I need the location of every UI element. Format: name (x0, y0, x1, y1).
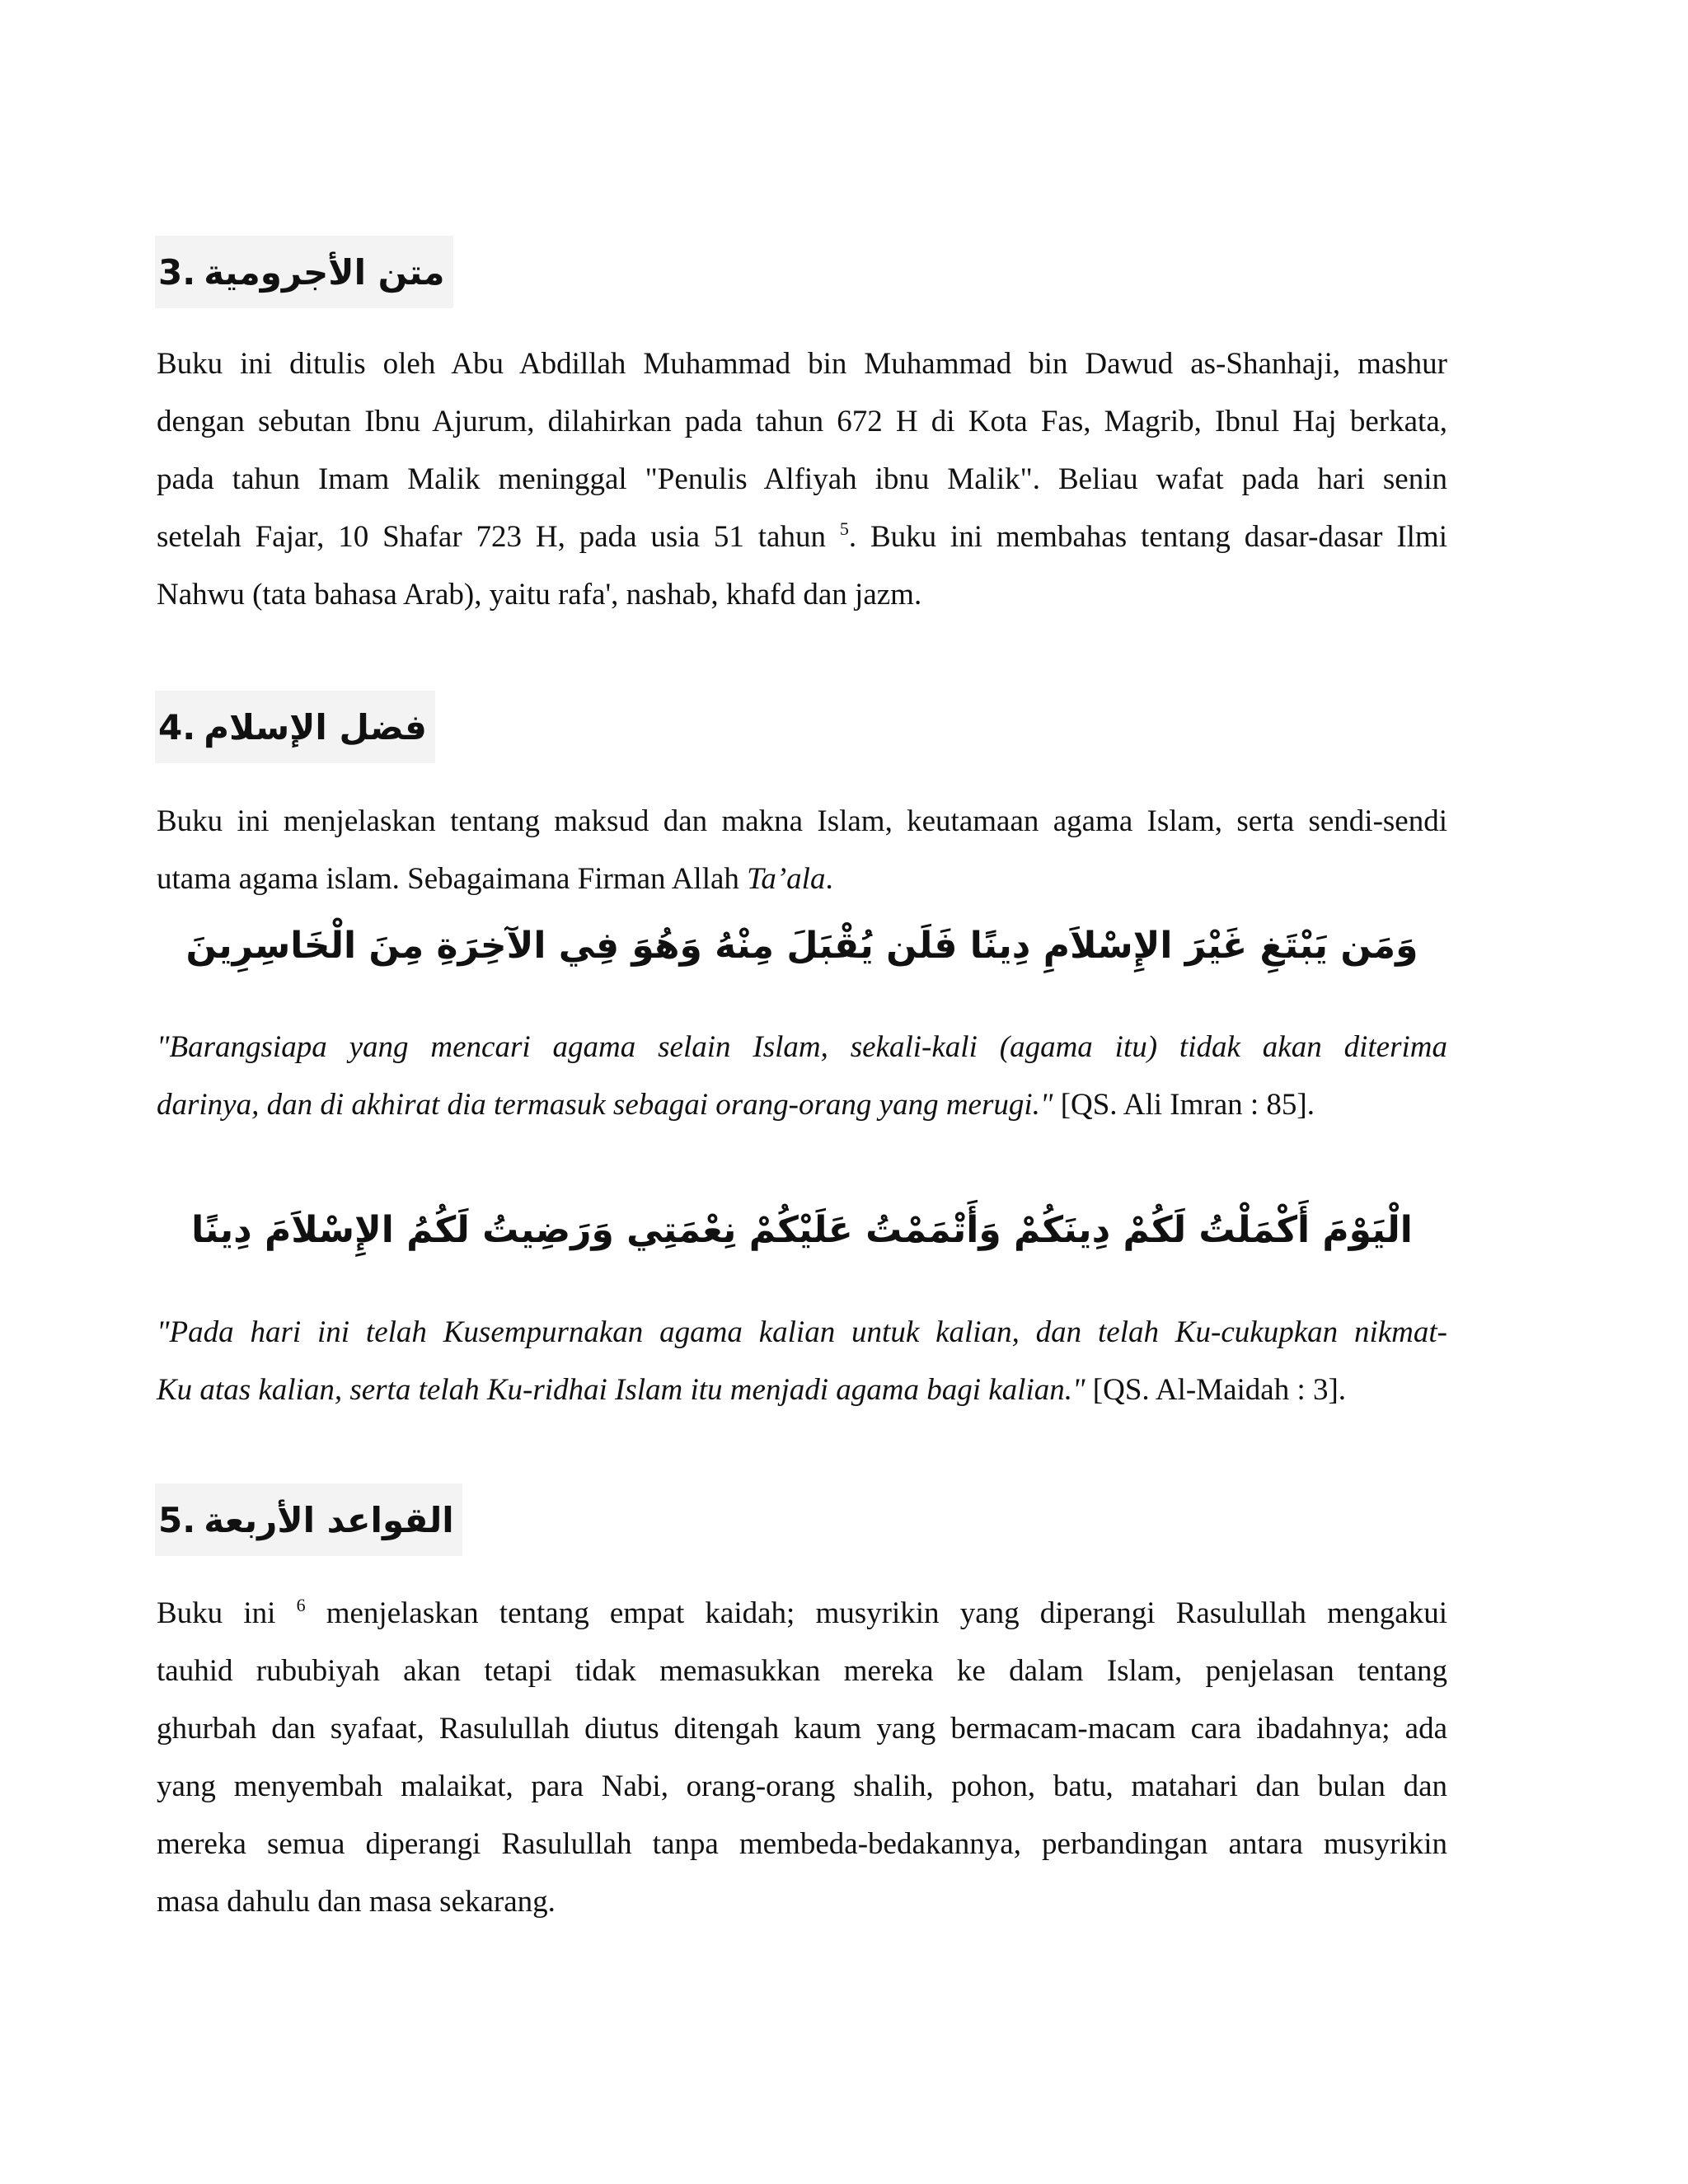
section-3-paragraph (157, 335, 1447, 624)
translation-line: "Barangsiapa yang mencari agama selain Islam, sekali-kali (agama itu) tidak akan diterima (157, 1030, 1447, 1064)
paragraph-line (157, 1585, 1447, 1643)
translation-text: darinya, dan di akhirat dia termasuk sebagai orang-orang yang merugi." (157, 1088, 1053, 1122)
paragraph-line: pada tahun Imam Malik meninggal "Penulis Alfiyah ibnu Malik". Beliau wafat pada hari senin (157, 462, 1447, 496)
section-heading-5 (155, 1483, 462, 1556)
paragraph-line: mereka semua diperangi Rasulullah tanpa membeda-bedakannya, perbandingan antara musyrikin (157, 1827, 1447, 1861)
paragraph-text: . (825, 862, 833, 896)
paragraph-line: masa dahulu dan masa sekarang. (157, 1885, 556, 1919)
section-heading-4 (155, 691, 435, 763)
section-4-intro (157, 793, 1447, 908)
translation-line (157, 1076, 1447, 1134)
paragraph-text: menjelaskan tentang empat kaidah; musyrikin yang diperangi Rasulullah mengakui (305, 1596, 1447, 1630)
section-title-arabic: متن الأجرومية (204, 251, 445, 293)
translation-1 (157, 1019, 1447, 1134)
paragraph-line: tauhid rububiyah akan tetapi tidak memasukkan mereka ke dalam Islam, penjelasan tentang (157, 1654, 1447, 1688)
section-heading-3 (155, 236, 453, 308)
italic-term: Ta’ala (747, 862, 826, 896)
quran-verse-1: وَمَن يَبْتَغِ غَيْرَ الإِسْلاَمِ دِينًا فَلَن يُقْبَلَ مِنْهُ وَهُوَ فِي الآخِرَةِ مِنَ الْخَاسِرِينَ (185, 925, 1418, 967)
translation-2 (157, 1304, 1447, 1419)
translation-line: "Pada hari ini telah Kusempurnakan agama kalian untuk kalian, dan telah Ku-cukupkan nikmat- (157, 1315, 1447, 1349)
paragraph-text: utama agama islam. Sebagaimana Firman Allah (157, 862, 748, 896)
paragraph-text: setelah Fajar, 10 Shafar 723 H, pada usia 51 tahun (157, 520, 840, 554)
section-title-arabic: القواعد الأربعة (204, 1499, 454, 1540)
paragraph-line (157, 851, 1447, 908)
section-number: 5. (158, 1499, 196, 1540)
paragraph-line: ghurbah dan syafaat, Rasulullah diutus ditengah kaum yang bermacam-macam cara ibadahnya; ada (157, 1712, 1447, 1746)
paragraph-line: Buku ini ditulis oleh Abu Abdillah Muhammad bin Muhammad bin Dawud as-Shanhaji, mashur (157, 347, 1447, 381)
translation-line (157, 1361, 1447, 1419)
section-5-paragraph (157, 1585, 1447, 1931)
paragraph-text: Buku ini (157, 1596, 297, 1630)
paragraph-line: Nahwu (tata bahasa Arab), yaitu rafa', nashab, khafd dan jazm. (157, 578, 922, 612)
verse-reference: [QS. Al-Maidah : 3]. (1085, 1373, 1347, 1407)
paragraph-line: dengan sebutan Ibnu Ajurum, dilahirkan pada tahun 672 H di Kota Fas, Magrib, Ibnul Haj berkata, (157, 405, 1447, 438)
paragraph-text: . Buku ini membahas tentang dasar-dasar Ilmi (848, 520, 1447, 554)
paragraph-line: yang menyembah malaikat, para Nabi, orang-orang shalih, pohon, batu, matahari dan bulan dan (157, 1769, 1447, 1803)
paragraph-line (157, 509, 1447, 566)
section-number: 3. (158, 251, 196, 293)
translation-text: Ku atas kalian, serta telah Ku-ridhai Islam itu menjadi agama bagi kalian." (157, 1373, 1085, 1407)
footnote-marker: 5 (839, 518, 849, 539)
section-number: 4. (158, 706, 196, 748)
section-title-arabic: فضل الإسلام (204, 706, 427, 748)
quran-verse-2: الْيَوْمَ أَكْمَلْتُ لَكُمْ دِينَكُمْ وَأَتْمَمْتُ عَلَيْكُمْ نِعْمَتِي وَرَضِيتُ لَكُمُ الإِسْلاَمَ دِينًا (191, 1209, 1413, 1251)
paragraph-line: Buku ini menjelaskan tentang maksud dan makna Islam, keutamaan agama Islam, serta sendi-sendi (157, 804, 1447, 838)
footnote-marker: 6 (296, 1595, 306, 1615)
verse-reference: [QS. Ali Imran : 85]. (1053, 1088, 1315, 1122)
